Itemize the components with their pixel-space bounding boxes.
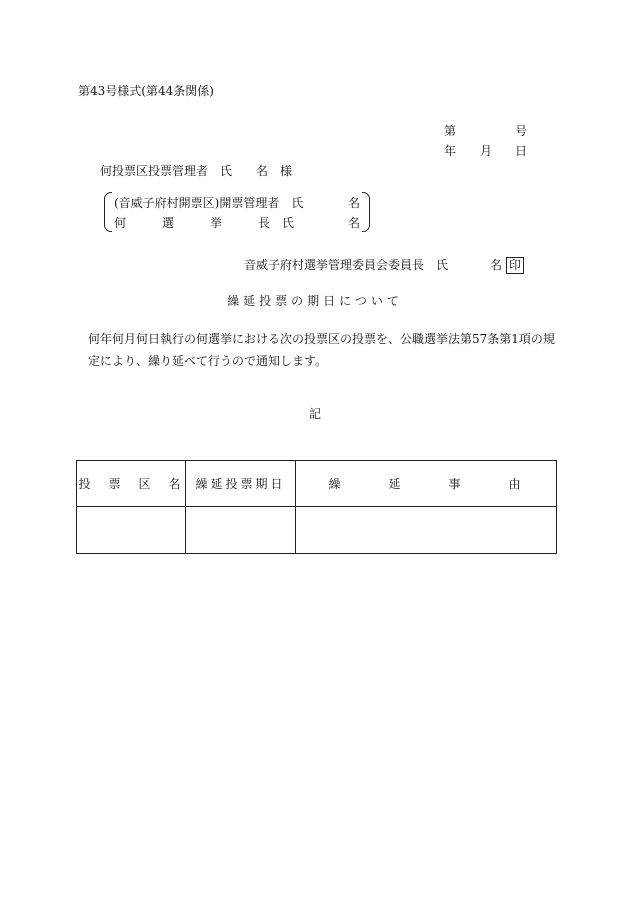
cell-precinct-name — [77, 507, 186, 554]
seal-mark: 印 — [506, 257, 524, 274]
sender-name: 名 — [490, 258, 503, 272]
date-day: 日 — [515, 144, 528, 158]
date-year: 年 — [444, 144, 457, 158]
header-deferred-date: 繰延投票期日 — [186, 461, 296, 507]
cell-deferral-reason — [296, 507, 557, 554]
table-row — [77, 507, 557, 554]
cc-line1-name: 名 — [348, 196, 361, 210]
sender-name-block — [490, 256, 524, 274]
body-text: 何年何月何日執行の何選挙における次の投票区の投票を、公職選挙法第57条第1項の規定により、繰り延べて行うので通知します。 — [88, 332, 555, 368]
ki-heading: 記 — [308, 407, 321, 421]
cc-line2-title: 何 選 挙 長 氏 — [114, 216, 295, 230]
right-bracket — [362, 192, 370, 232]
form-number: 第43号様式(第44条関係) — [78, 84, 214, 98]
sender-title: 音威子府村選挙管理委員会委員長 氏 — [244, 258, 449, 272]
document-title: 繰延投票の期日について — [227, 294, 403, 308]
cell-deferred-date — [186, 507, 296, 554]
cc-recipients — [104, 192, 370, 232]
deferral-table — [76, 460, 557, 554]
date-month: 月 — [480, 144, 493, 158]
header-precinct-name: 投 票 区 名 — [77, 461, 186, 507]
header-deferral-reason: 繰 延 事 由 — [296, 461, 557, 507]
cc-line1-title: (音威子府村開票区)開票管理者 氏 — [114, 196, 304, 210]
table-header-row — [77, 461, 557, 507]
doc-number-suffix: 号 — [515, 124, 528, 138]
addressee: 何投票区投票管理者 氏 名 様 — [100, 164, 293, 178]
doc-number-prefix: 第 — [444, 124, 457, 138]
cc-line2-name: 名 — [348, 216, 361, 230]
left-bracket — [104, 192, 112, 232]
